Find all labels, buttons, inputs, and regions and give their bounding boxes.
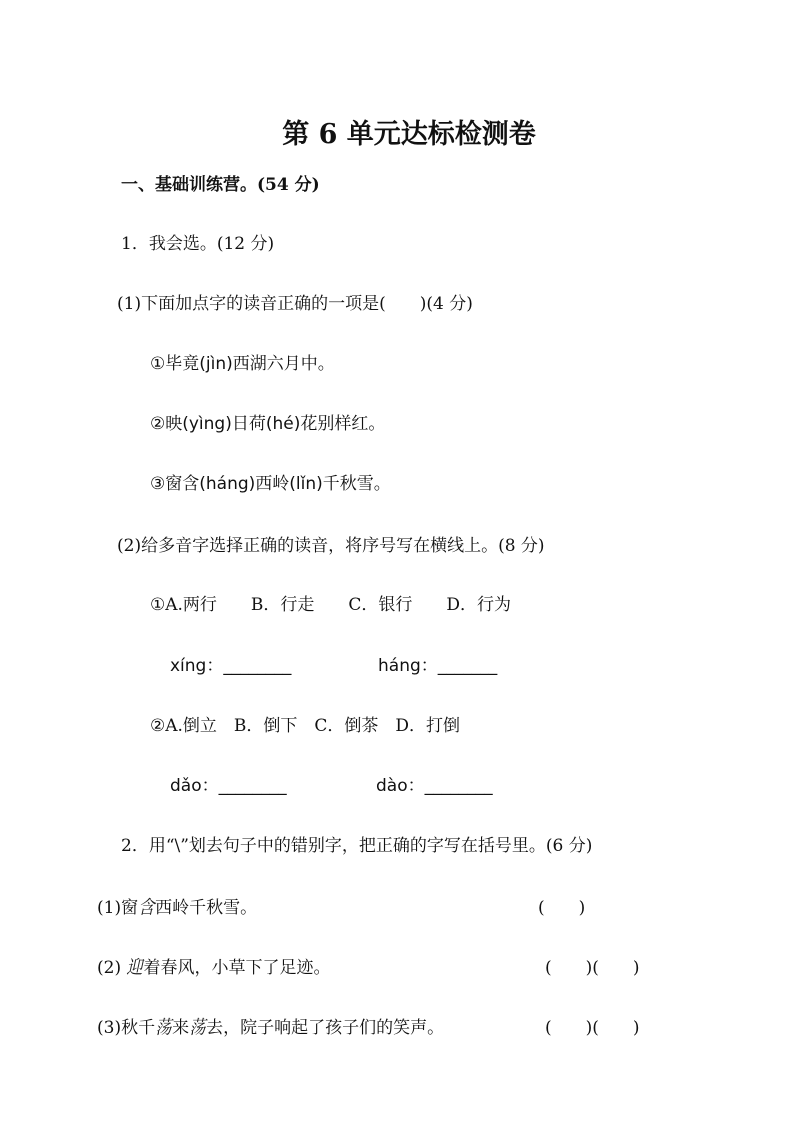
group-1-options: ①A.两行 B．行走 C．银行 D．行为 (150, 595, 512, 615)
answer-parens-3[interactable]: ( )( ) (545, 1018, 640, 1038)
sentence-3-odd-char-1: 荡 (155, 1017, 172, 1039)
sentence-3-post: 去，院子响起了孩子们的笑声。 (206, 1018, 445, 1038)
option-3: ③窗含(háng)西岭(lǐn)千秋雪。 (150, 474, 391, 494)
sentence-2 (97, 957, 330, 979)
sentence-2-pre: (2) (97, 958, 127, 978)
blank-xing[interactable]: xíng：________ (170, 656, 292, 676)
sentence-1-pre: (1)窗 (97, 898, 139, 918)
answer-parens-1[interactable]: ( ) (538, 898, 586, 918)
sentence-1-post: 西岭千秋雪。 (155, 898, 258, 918)
question-2-stem: 2．用“\”划去句子中的错别字，把正确的字写在括号里。(6 分) (121, 836, 593, 856)
sentence-1-odd-char: 含 (138, 897, 155, 919)
question-1-stem: 1．我会选。(12 分) (121, 234, 275, 254)
group-2-options: ②A.倒立 B．倒下 C．倒茶 D．打倒 (150, 716, 461, 736)
sentence-3-odd-char-2: 荡 (189, 1017, 206, 1039)
option-2: ②映(yìng)日荷(hé)花别样红。 (150, 414, 386, 434)
question-1-part-1-stem: (1)下面加点字的读音正确的一项是( )(4 分) (117, 294, 473, 314)
sentence-3 (97, 1017, 444, 1039)
option-1: ①毕竟(jìn)西湖六月中。 (150, 354, 335, 374)
section-heading: 一、基础训练营。(54 分) (121, 175, 320, 195)
sentence-3-mid: 来 (172, 1018, 190, 1038)
blank-dao4[interactable]: dào：________ (376, 776, 493, 796)
blank-hang[interactable]: háng：_______ (378, 656, 498, 676)
answer-parens-2[interactable]: ( )( ) (545, 958, 640, 978)
blank-dao3[interactable]: dǎo：________ (170, 776, 287, 796)
sentence-3-pre: (3)秋千 (97, 1018, 156, 1038)
sentence-2-odd-char: 迎 (126, 957, 144, 979)
question-1-part-2-stem: (2)给多音字选择正确的读音，将序号写在横线上。(8 分) (117, 536, 545, 556)
sentence-2-post: 着春风，小草下了足迹。 (143, 958, 331, 978)
sentence-1 (97, 897, 257, 919)
page-title: 第 6 单元达标检测卷 (282, 119, 536, 150)
